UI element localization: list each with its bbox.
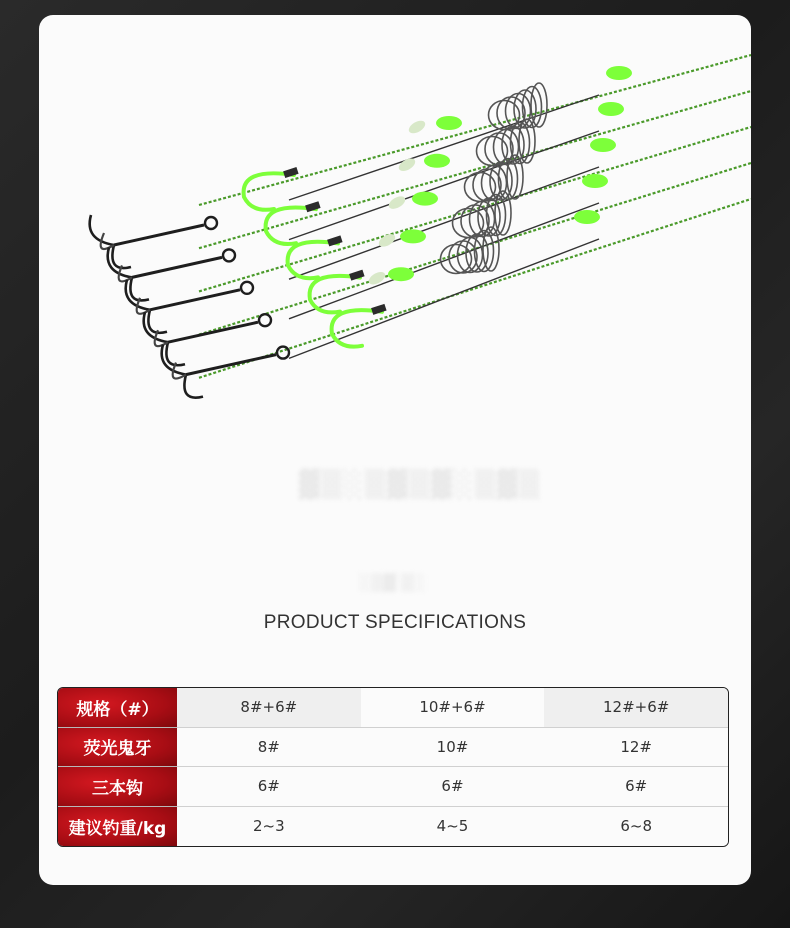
treble-shank [186, 355, 276, 375]
row-label-treble-hook: 三本钩 [58, 767, 177, 807]
treble-shank [150, 290, 240, 310]
cell-size-2: 10#+6# [361, 688, 545, 728]
faded-watermark-text: ▓▒░▒▓▒▓░▒▓▒ [299, 470, 541, 500]
spinner-blade [397, 156, 418, 174]
treble-eye [277, 347, 289, 359]
fluorescent-bead [388, 267, 414, 281]
row-label-recommended-weight: 建议钓重/kg [58, 807, 177, 847]
spec-table [57, 687, 729, 847]
spinner-blade [407, 118, 428, 136]
cell-weight-3: 6~8 [544, 807, 728, 847]
spinner-blade [367, 269, 388, 287]
cell-weight-1: 2~3 [177, 807, 361, 847]
leader-line [199, 55, 751, 205]
row-label-fluorescent-hook: 荧光鬼牙 [58, 728, 177, 768]
treble-eye [205, 217, 217, 229]
treble-eye [259, 314, 271, 326]
fluorescent-bead [400, 229, 426, 243]
fluorescent-bead [598, 102, 624, 116]
fluorescent-bead [424, 154, 450, 168]
fluorescent-bead [412, 192, 438, 206]
fluorescent-bead [606, 66, 632, 80]
treble-shank [132, 257, 222, 277]
fluorescent-hook [288, 242, 338, 278]
rig-group [90, 55, 751, 398]
fluorescent-bead [582, 174, 608, 188]
treble-prong [166, 342, 185, 365]
cell-fluorescent-1: 8# [177, 728, 361, 768]
faded-watermark-subtext: ░▒▓ ▒░ [359, 573, 426, 592]
leader-line [199, 199, 751, 378]
fluorescent-hook [310, 276, 360, 312]
treble-eye [223, 249, 235, 261]
treble-prong [112, 245, 131, 268]
cell-treble-3: 6# [544, 767, 728, 807]
cell-fluorescent-3: 12# [544, 728, 728, 768]
treble-prong [148, 310, 167, 333]
cell-treble-2: 6# [361, 767, 545, 807]
treble-prong [130, 277, 149, 300]
cell-treble-1: 6# [177, 767, 361, 807]
fluorescent-hook [332, 310, 382, 346]
treble-eye [241, 282, 253, 294]
spinner-blade [387, 194, 408, 212]
row-label-size: 规格（#） [58, 688, 177, 728]
leader-line [199, 91, 751, 248]
cell-weight-2: 4~5 [361, 807, 545, 847]
cell-size-1: 8#+6# [177, 688, 361, 728]
fluorescent-hook [244, 173, 294, 209]
cell-size-3: 12#+6# [544, 688, 728, 728]
section-title: PRODUCT SPECIFICATIONS [263, 612, 527, 633]
fluorescent-bead [436, 116, 462, 130]
snell-line [289, 203, 599, 319]
treble-shank [114, 225, 204, 245]
fluorescent-bead [574, 210, 600, 224]
cell-fluorescent-2: 10# [361, 728, 545, 768]
treble-shank [168, 322, 258, 342]
fluorescent-bead [590, 138, 616, 152]
fishing-rig-illustration [39, 15, 751, 435]
